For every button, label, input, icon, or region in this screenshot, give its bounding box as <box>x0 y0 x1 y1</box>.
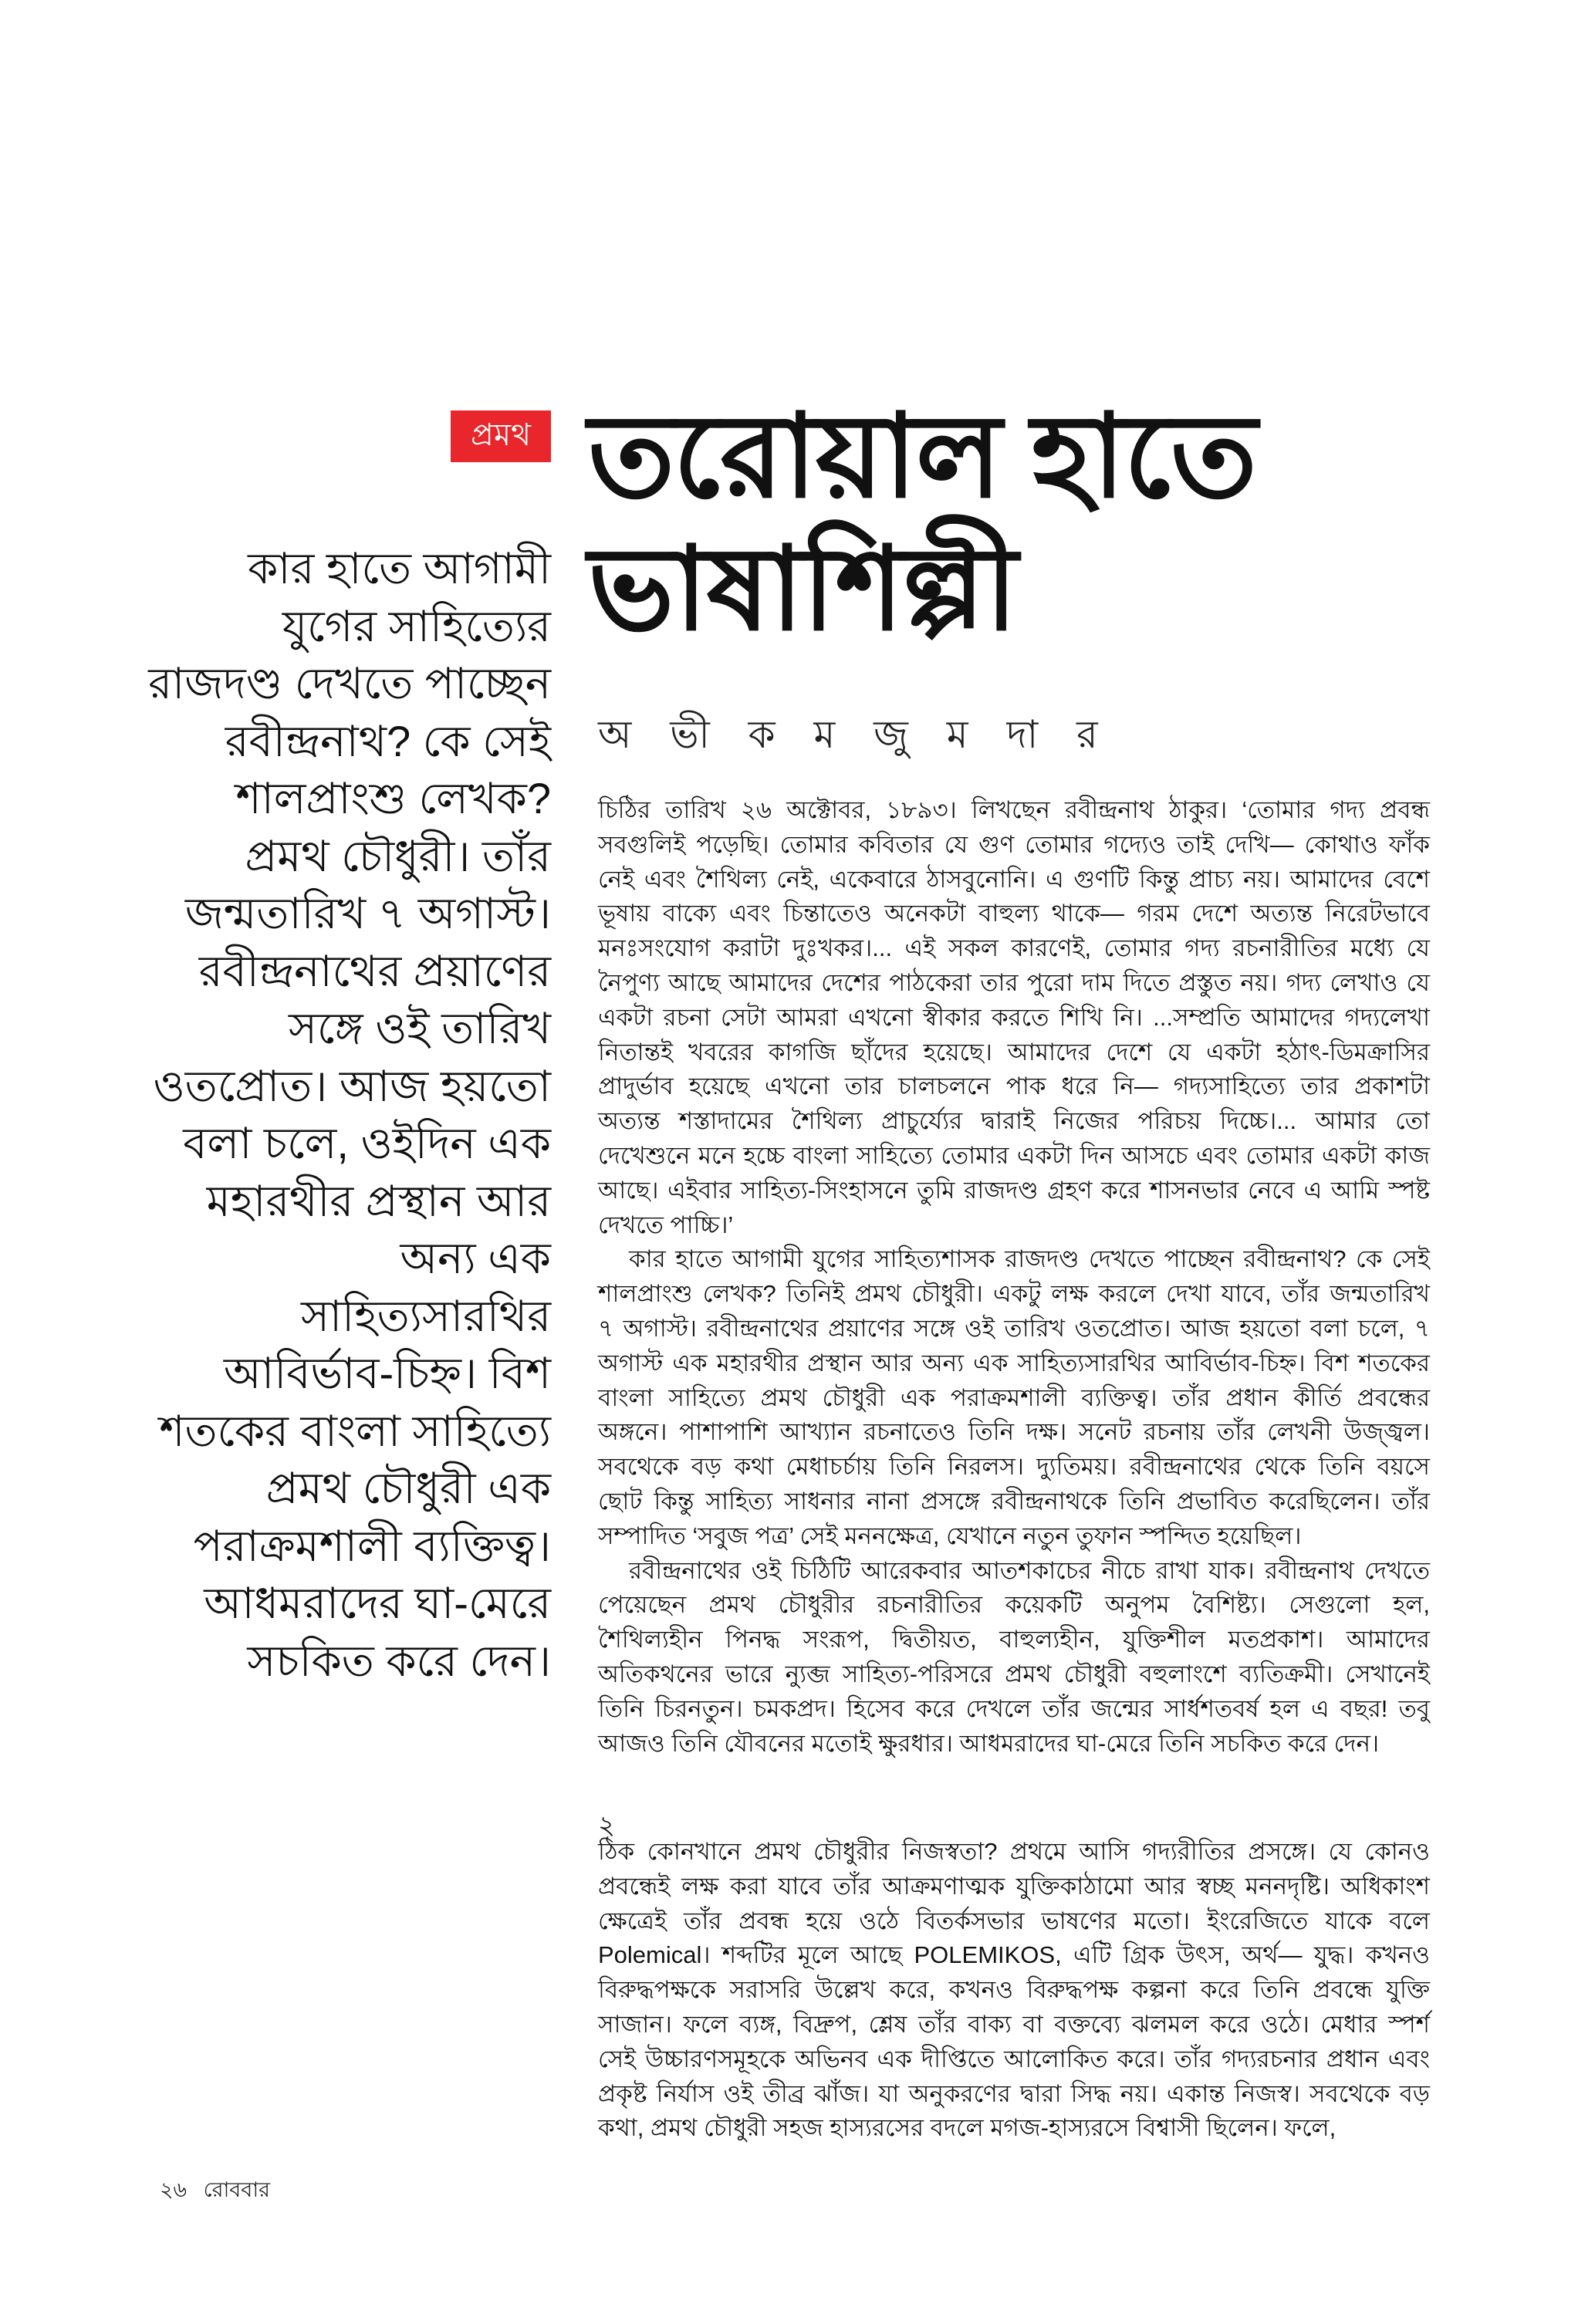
text-line: Polemical। শব্দটির মূলে আছে POLEMIKOS, এটি গ্রিক উৎস, অর্থ— যুদ্ধ। কখনও <box>598 1941 1430 1969</box>
paragraph <box>598 1242 1430 1553</box>
author-byline: অ ভী ক ম জু ম দা র <box>598 713 1112 756</box>
pull-quote-line: আবির্ভাব-চিহ্ন। বিশ <box>223 1349 551 1397</box>
paragraph <box>598 793 1430 1242</box>
pull-quote-line: শতকের বাংলা সাহিত্যে <box>159 1406 551 1455</box>
text-line: দেখতে পাচ্চি।’ <box>598 1211 734 1238</box>
magazine-name: রোববার <box>203 2178 271 2201</box>
pull-quote-line: রবীন্দ্রনাথের প্রয়াণের <box>198 946 551 995</box>
pull-quote-line: রাজদণ্ড দেখতে পাচ্ছেন <box>148 659 551 708</box>
pull-quote-line: জন্মতারিখ ৭ অগাস্ট। <box>184 889 551 937</box>
text-line: দেখেশুনে মনে হচ্চে বাংলা সাহিত্যে তোমার একটা দিন আসচে এবং তোমার একটা কাজ <box>598 1141 1430 1169</box>
pull-quote <box>139 540 551 1690</box>
text-line: একটা রচনা সেটা আমরা এখনো স্বীকার করতে শিখি নি। ...সম্প্রতি আমাদের গদ্যলেখা <box>598 1003 1430 1031</box>
text-line: শালপ্রাংশু লেখক? তিনিই প্রমথ চৌধুরী। একটু লক্ষ করলে দেখা যাবে, তাঁর জন্মতারিখ <box>598 1280 1430 1308</box>
pull-quote-line: সঙ্গে ওই তারিখ <box>289 1004 551 1052</box>
pull-quote-line: কার হাতে আগামী <box>248 544 551 593</box>
text-line: ভূষায় বাক্যে এবং চিন্তাতেও অনেকটা বাহুল্য থাকে— গরম দেশে অত্যন্ত নিরেটভাবে <box>598 900 1430 927</box>
text-line: অঙ্গনে। পাশাপাশি আখ্যান রচনাতেও তিনি দক্ষ। সনেট রচনায় তাঁর লেখনী উজ্জ্বল। <box>598 1418 1430 1446</box>
text-line: আছে। এইবার সাহিত্য-সিংহাসনে তুমি রাজদণ্ড গ্রহণ করে শাসনভার নেবে এ আমি স্পষ্ট <box>598 1176 1430 1204</box>
text-line: ছোট কিন্তু সাহিত্য সাধনার নানা প্রসঙ্গে রবীন্দ্রনাথকে তিনি প্রভাবিত করেছিলেন। তাঁর <box>598 1487 1430 1515</box>
pull-quote-line: পরাক্রমশালী ব্যক্তিত্ব। <box>193 1521 551 1570</box>
text-line: অগাস্ট এক মহারথীর প্রস্থান আর অন্য এক সাহিত্যসারথির আবির্ভাব-চিহ্ন। বিশ শতকের <box>598 1349 1430 1376</box>
text-line: কথা, প্রমথ চৌধুরী সহজ হাস্যরসের বদলে মগজ-হাস্যরসে বিশ্বাসী ছিলেন। ফলে, <box>598 2114 1336 2142</box>
text-line: কার হাতে আগামী যুগের সাহিত্যশাসক রাজদণ্ড দেখতে পাচ্ছেন রবীন্দ্রনাথ? কে সেই <box>629 1245 1430 1273</box>
text-line: প্রাদুর্ভাব হয়েছে এখনো তার চালচলনে পাক ধরে নি— গদ্যসাহিত্যে তার প্রকাশটা <box>598 1072 1430 1100</box>
text-line: সবগুলিই পড়েছি। তোমার কবিতার যে গুণ তোমার গদ্যেও তাই দেখি— কোথাও ফাঁক <box>598 830 1430 858</box>
pull-quote-line: প্রমথ চৌধুরী। তাঁর <box>245 831 551 880</box>
text-line: ক্ষেত্রেই তাঁর প্রবন্ধ হয়ে ওঠে বিতর্কসভার ভাষণের মতো। ইংরেজিতে যাকে বলে <box>598 1907 1430 1934</box>
text-line: নেই এবং শৈথিল্য নেই, একেবারে ঠাসবুনোনি। এ গুণটি কিন্তু প্রাচ্য নয়। আমাদের বেশে <box>598 865 1430 893</box>
text-line: সেই উচ্চারণসমূহকে অভিনব এক দীপ্তিতে আলোকিত করে। তাঁর গদ্যরচনার প্রধান এবং <box>598 2045 1430 2072</box>
page-number: ২৬ <box>160 2178 188 2201</box>
text-line: ঠিক কোনখানে প্রমথ চৌধুরীর নিজস্বতা? প্রথমে আসি গদ্যরীতির প্রসঙ্গে। যে কোনও <box>598 1838 1430 1865</box>
pull-quote-line: মহারথীর প্রস্থান আর <box>206 1176 551 1225</box>
text-line: তিনি চিরনতুন। চমকপ্রদ। হিসেব করে দেখলে তাঁর জন্মের সার্ধশতবর্ষ হল এ বছর! তবু <box>598 1694 1430 1722</box>
text-line: শৈথিল্যহীন পিনদ্ধ সংরূপ, দ্বিতীয়ত, বাহুল্যহীন, যুক্তিশীল মতপ্রকাশ। আমাদের <box>598 1626 1430 1653</box>
pull-quote-line: অন্য এক <box>400 1234 551 1282</box>
article-body-section-1 <box>598 793 1430 1761</box>
text-line: রবীন্দ্রনাথের ওই চিঠিটি আরেকবার আতশকাচের নীচে রাখা যাক। রবীন্দ্রনাথ দেখতে <box>629 1556 1430 1584</box>
title-line: ভাষাশিল্পী <box>588 524 1017 654</box>
paragraph <box>598 1835 1430 2146</box>
section-tag-badge: প্রমথ <box>451 410 551 462</box>
pull-quote-line: যুগের সাহিত্যের <box>282 601 551 650</box>
pull-quote-line: বলা চলে, ওইদিন এক <box>183 1119 551 1167</box>
text-line: পেয়েছেন প্রমথ চৌধুরীর রচনারীতির কয়েকটি অনুপম বৈশিষ্ট্য। সেগুলো হল, <box>598 1591 1430 1619</box>
title-line: তরোয়াল হাতে <box>588 391 1256 521</box>
text-line: বিরুদ্ধপক্ষকে সরাসরি উল্লেখ করে, কখনও বিরুদ্ধপক্ষ কল্পনা করে তিনি প্রবন্ধে যুক্তি <box>598 1976 1430 2004</box>
pull-quote-line: ওতপ্রোত। আজ হয়তো <box>153 1061 551 1110</box>
text-line: নৈপুণ্য আছে আমাদের দেশের পাঠকেরা তার পুরো দাম দিতে প্রস্তুত নয়। গদ্য লেখাও যে <box>598 968 1430 996</box>
text-line: মনঃসংযোগ করাটা দুঃখকর।... এই সকল কারণেই, তোমার গদ্য রচনারীতির মধ্যে যে <box>598 934 1430 962</box>
text-line: নিতান্তই খবরের কাগজি ছাঁদের হয়েছে। আমাদের দেশে যে একটা হঠাৎ-ডিমক্রাসির <box>598 1038 1430 1066</box>
text-line: অতিকথনের ভারে ন্যুব্জ সাহিত্য-পরিসরে প্রমথ চৌধুরী বহুলাংশে ব্যতিক্রমী। সেখানেই <box>598 1660 1430 1687</box>
article-title <box>588 390 1437 655</box>
text-line: সম্পাদিত ‘সবুজ পত্র’ সেই মননক্ষেত্র, যেখানে নতুন তুফান স্পন্দিত হয়েছিল। <box>598 1522 1302 1549</box>
pull-quote-line: সচকিত করে দেন। <box>247 1636 551 1685</box>
section-number: ২ <box>598 1811 616 1840</box>
article-body-section-2 <box>598 1835 1430 2146</box>
pull-quote-line: আধমরাদের ঘা-মেরে <box>204 1579 551 1627</box>
text-line: প্রকৃষ্ট নির্যাস ওই তীব্র ঝাঁজ। যা অনুকরণের দ্বারা সিদ্ধ নয়। একান্ত নিজস্ব। সবথেকে বড় <box>598 2079 1430 2107</box>
text-line: সবথেকে বড় কথা মেধাচর্চায় তিনি নিরলস। দ্যুতিময়। রবীন্দ্রনাথের থেকে তিনি বয়সে <box>598 1453 1430 1481</box>
pull-quote-line: প্রমথ চৌধুরী এক <box>265 1464 551 1512</box>
text-line: ৭ অগাস্ট। রবীন্দ্রনাথের প্রয়াণের সঙ্গে ওই তারিখ ওতপ্রোত। আজ হয়তো বলা চলে, ৭ <box>598 1314 1430 1342</box>
pull-quote-line: সাহিত্যসারথির <box>300 1291 551 1340</box>
paragraph <box>598 1554 1430 1762</box>
text-line: চিঠির তারিখ ২৬ অক্টোবর, ১৮৯৩। লিখছেন রবীন্দ্রনাথ ঠাকুর। ‘তোমার গদ্য প্রবন্ধ <box>598 796 1430 823</box>
pull-quote-line: শালপ্রাংশু লেখক? <box>235 774 551 823</box>
text-line: বাংলা সাহিত্যে প্রমথ চৌধুরী এক পরাক্রমশালী ব্যক্তিত্ব। তাঁর প্রধান কীর্তি প্রবন্ধের <box>598 1383 1430 1411</box>
pull-quote-line: রবীন্দ্রনাথ? কে সেই <box>225 716 551 765</box>
text-line: সাজান। ফলে ব্যঙ্গ, বিদ্রুপ, শ্লেষ তাঁর বাক্য বা বক্তব্যে ঝলমল করে ওঠে। মেধার স্পর্শ <box>598 2010 1430 2038</box>
text-line: প্রবন্ধেই লক্ষ করা যাবে তাঁর আক্রমণাত্মক যুক্তিকাঠামো আর স্বচ্ছ মননদৃষ্টি। অধিকাংশ <box>598 1872 1430 1900</box>
text-line: আজও তিনি যৌবনের মতোই ক্ষুরধার। আধমরাদের ঘা-মেরে তিনি সচকিত করে দেন। <box>598 1729 1380 1757</box>
text-line: অত্যন্ত শস্তাদামের শৈথিল্য প্রাচুর্য্যের দ্বারাই নিজের পরিচয় দিচ্চে।... আমার তো <box>598 1107 1430 1135</box>
page-footer <box>160 2174 270 2209</box>
